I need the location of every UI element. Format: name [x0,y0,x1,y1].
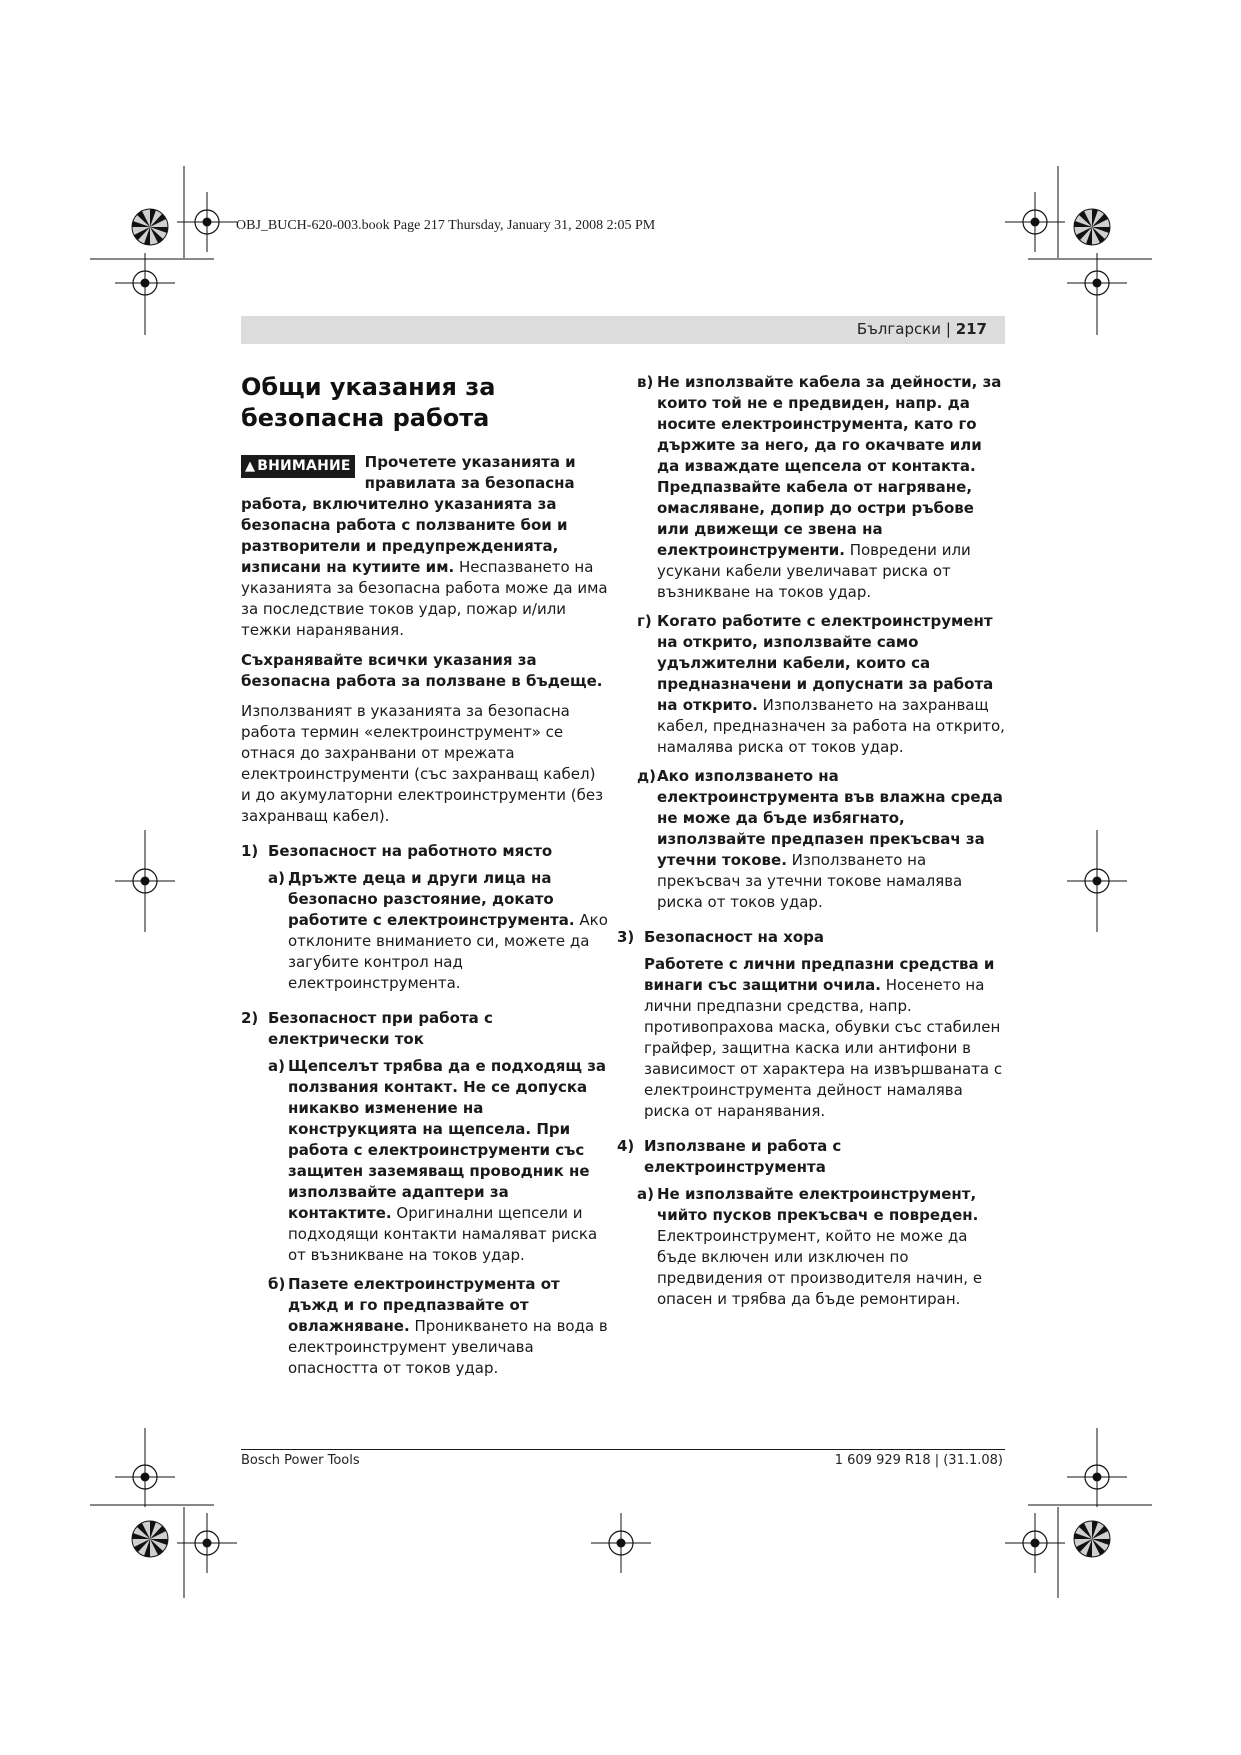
warning-badge-label: ВНИМАНИЕ [257,458,351,474]
book-file-info: OBJ_BUCH-620-003.book Page 217 Thursday, January 31, 2008 2:05 PM [236,218,656,233]
left-column [241,372,609,1387]
section-2-item-b: б) Пазете електроинструмента от дъжд и го предпазвайте от овлажняване. Проникването на вода в електроинструмент увеличава опасността от токов удар. [268,1275,608,1377]
footer-doc-number: 1 609 929 R18 | (31.1.08) [834,1453,1003,1468]
warning-bold-text: Прочетете указанията и правилата за безопасна работа, включително указанията за безопасна работа с ползваните бои и разтворители и предупрежденията, изписани на кутиите им. [241,453,576,576]
term-definition-note: Използваният в указанията за безопасна работа термин «електроинструмент» се отнася до захранвани от мрежата електроинструменти (със захранващ кабел) и до акумулаторни електроинструменти (без захранващ кабел). [241,702,604,825]
warning-badge [241,455,355,478]
section-1-heading: 1) Безопасност на работното място [241,842,553,860]
section-4-item-a: а) Не използвайте електроинструмент, чийто пусков прекъсвач е повреден. Електроинструмент, който не може да бъде включен или изключен по предвидения от производителя начин, е опасен и трябва да бъде ремонтиран. [637,1185,983,1308]
section-2-item-e: д) Ако използването на електроинструмента във влажна среда не може да бъде избягнато, използвайте предпазен прекъсвач за утечни токове. Използването на прекъсвач за утечни токове намалява риска от токов удар. [637,767,1003,911]
section-2-item-a: а) Щепселът трябва да е подходящ за ползвания контакт. Не се допуска никакво изменение на конструкцията на щепсела. При работа с електроинструменти със защитен заземяващ проводник не използвайте адаптери за контактите. Оригинални щепсели и подходящи контакти намаляват риска от възникване на токов удар. [268,1057,607,1264]
keep-instructions-note: Съхранявайте всички указания за безопасна работа за ползване в бъдеще. [241,651,603,690]
page-number: 217 [955,320,987,338]
section-1-item-a: а) Дръжте деца и други лица на безопасно разстояние, докато работите с електроинструмента. Ако отклоните вниманието си, можете да загубите контрол над електроинструмента. [268,869,608,992]
warning-paragraph [241,452,609,641]
section-2-item-d: г) Когато работите с електроинструмент на открито, използвайте само удължителни кабели, които са предназначени и допуснати за работа на открито. Използването на захранващ кабел, предназначен за работа на открито, намалява риска от токов удар. [637,612,1005,756]
header-separator: | [945,320,951,338]
warning-triangle-icon: ▲ [245,459,256,474]
footer-rule [241,1449,1005,1450]
section-2-heading: 2) Безопасност при работа с електрически ток [241,1009,493,1048]
right-column [617,372,1007,1318]
footer-brand: Bosch Power Tools [241,1453,360,1468]
header-language: Български [856,320,942,338]
section-2-item-c: в) Не използвайте кабела за дейности, за които той не е предвиден, напр. да носите електроинструмента, като го държите за него, да го окачвате или да изваждате щепсела от контакта. Предпазвайте кабела от нагряване, омасляване, допир до остри ръбове или движещи се звена на електроинструменти. Повредени или усукани кабели увеличават риска от възникване на токов удар. [637,373,1002,601]
page-header-bar [241,316,1005,344]
page-title: Общи указания за безопасна работа [241,373,496,432]
section-3-body: Работете с лични предпазни средства и винаги със защитни очила. Носенето на лични предпазни средства, напр. противопрахова маска, обувки със стабилен грайфер, защитна каска или антифони в зависимост от характера на извършваната с електроинструмента дейност намалява риска от наранявания. [644,955,1003,1120]
section-4-heading: 4) Използване и работа с електроинструмента [617,1137,842,1176]
header-language-page [857,320,987,338]
warning-normal-text: Неспазването на указанията за безопасна работа може да има за последствие токов удар, пожар и/или тежки наранявания. [241,558,608,639]
section-3-heading: 3) Безопасност на хора [617,928,825,946]
